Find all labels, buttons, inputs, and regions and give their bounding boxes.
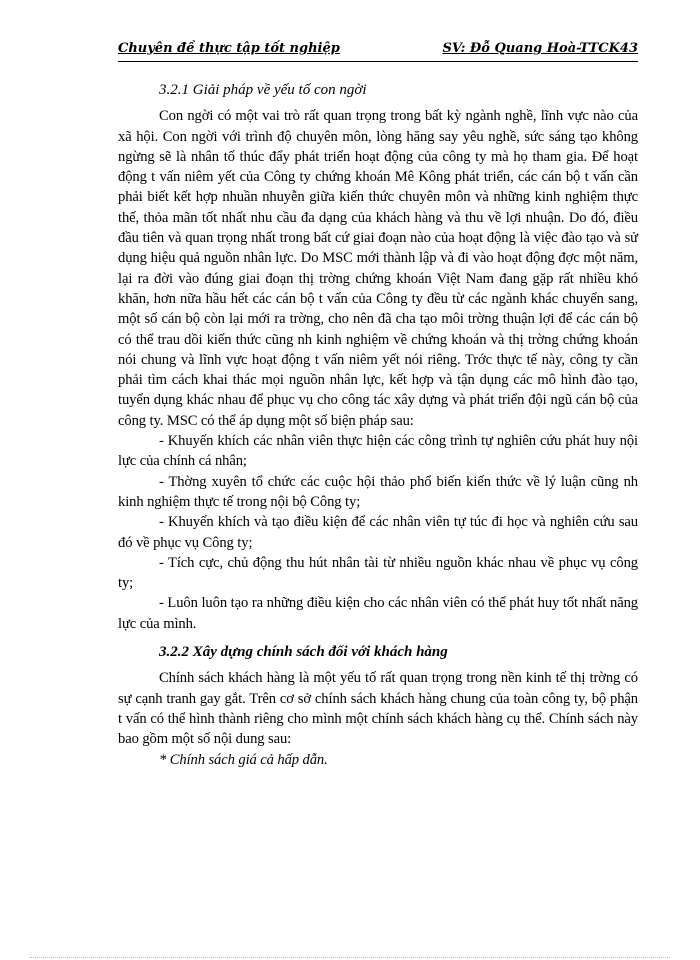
header-left-title: Chuyên đề thực tập tốt nghiệp: [118, 41, 340, 56]
section-title-3-2-1: 3.2.1 Giải pháp về yếu tố con ngời: [159, 82, 367, 98]
bullet-item: - Luôn luôn tạo ra những điều kiện cho các nhân viên có thể phát huy tốt nhất năng lực của mình.: [118, 595, 638, 632]
section-2-paragraph: Chính sách khách hàng là một yếu tố rất quan trọng trong nền kinh tế thị trờng có sự cạnh tranh gay gắt. Trên cơ sở chính sách khách hàng chung của toàn công ty, bộ phận t vấn có thể hình thành riêng cho mình một chính sách khách hàng cụ thể. Chính sách này bao gồm một số nội dung sau:: [118, 670, 638, 748]
bullet-item: - Khuyến khích các nhân viên thực hiện các công trình tự nghiên cứu phát huy nội lực của chính cá nhân;: [118, 433, 638, 470]
page-bottom-border: [30, 957, 670, 958]
section-1-paragraph: Con ngời có một vai trò rất quan trọng trong bất kỳ ngành nghề, lĩnh vực nào của xã hội. Con ngời với trình độ chuyên môn, lòng hăng say yêu nghề, sức sáng tạo không ngừng sẽ là nhân tố thúc đẩy phát triển hoạt động của công ty mà họ tham gia. Để hoạt động t vấn niêm yết của Công ty chứng khoán Mê Kông phát triển, các cán bộ t vấn cần phải biết kết hợp nhuần nhuyễn giữa kiến thức chuyên môn và những kinh nghiệm thực thế, thỏa mãn tốt nhất nhu cầu đa dạng của khách hàng và thu về lợi nhuận. Do đó, điều đầu tiên và quan trọng nhất trong bất cứ giai đoạn nào của hoạt động là việc đào tạo và sử dụng hiệu quả nguồn nhân lực. Do MSC mới thành lập và đi vào hoạt động đợc một năm, lại ra đời vào đúng giai đoạn thị trờng chứng khoán Việt Nam đang gặp rất nhiều khó khăn, hơn nữa hầu hết các cán bộ t vấn của Công ty đều từ các ngành khác chuyển sang, một số cán bộ còn lại mới ra trờng, cho nên đã cha tạo môi trờng thuận lợi để các cán bộ có thể trau dồi kiến thức cũng nh kinh nghiệm về chứng khoán và thị trờng chứng khoán nói chung và lĩnh vực hoạt động t vấn niêm yết nói riêng. Trớc thực tế này, công ty cần phải tìm cách khai thác mọi nguồn nhân lực, kết hợp và tận dụng các mô hình đào tạo, tuyển dụng khác nhau để phục vụ cho công tác xây dựng và phát triển đội ngũ cán bộ của công ty. MSC có thể áp dụng một số biện pháp sau:: [118, 108, 638, 429]
document-body: [118, 80, 638, 770]
page-header: [118, 41, 638, 62]
section-title-3-2-2: 3.2.2 Xây dựng chính sách đối với khách hàng: [159, 644, 448, 661]
bullet-item: - Khuyến khích và tạo điều kiện để các nhân viên tự túc đi học và nghiên cứu sau đó về phục vụ Công ty;: [118, 514, 638, 551]
header-author: SV: Đỗ Quang Hoà-TTCK43: [442, 41, 638, 56]
section-2-subheading: * Chính sách giá cả hấp dẫn.: [159, 751, 328, 768]
bullet-item: - Tích cực, chủ động thu hút nhân tài từ nhiều nguồn khác nhau về phục vụ công ty;: [118, 554, 638, 592]
bullet-item: - Thờng xuyên tổ chức các cuộc hội thảo phổ biến kiến thức về lý luận cũng nh kinh nghiệm thực tế trong nội bộ Công ty;: [118, 473, 638, 510]
